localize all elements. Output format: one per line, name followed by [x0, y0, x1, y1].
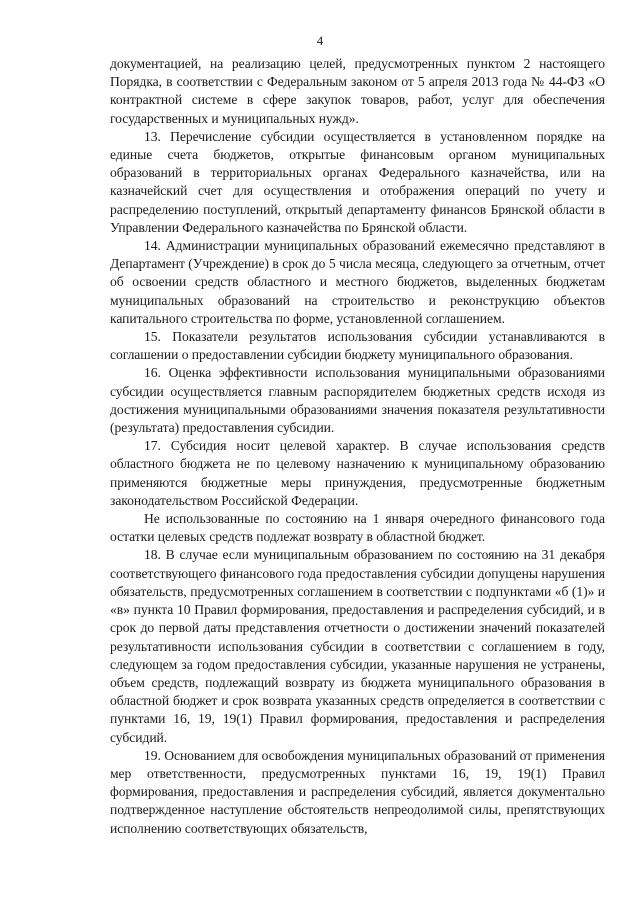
document-body — [110, 55, 605, 838]
paragraph-17-unused-funds: Не использованные по состоянию на 1 января очередного финансового года остатки целевых средств подлежат возврату в областной бюджет. — [110, 511, 605, 545]
paragraph-18: 18. В случае если муниципальным образованием по состоянию на 31 декабря соответствующего финансового года предоставления субсидии допущены нарушения обязательств, предусмотренных соглашением в соответствии с подпунктами «б (1)» и «в» пункта 10 Правил формирования, предоставления и распределения субсидий, и в срок до первой даты представления отчетности о достижении значений показателей результативности использования субсидии в соответствии с соглашением в году, следующем за годом предоставления субсидии, указанные нарушения не устранены, объем средств, подлежащий возврату из бюджета муниципального образования в областной бюджет и срок возврата указанных средств определяется в соответствии с пунктами 16, 19, 19(1) Правил формирования, предоставления и распределения субсидий. — [110, 547, 605, 745]
paragraph-14: 14. Администрации муниципальных образований ежемесячно представляют в Департамент (Учреждение) в срок до 5 числа месяца, следующего за отчетным, отчет об освоении средств областного и местного бюджетов, выделенных бюджетам муниципальных образований на строительство и реконструкцию объектов капитального строительства по форме, установленной соглашением. — [110, 238, 605, 326]
paragraph-continuation: документацией, на реализацию целей, предусмотренных пунктом 2 настоящего Порядка, в соответствии с Федеральным законом от 5 апреля 2013 года № 44-ФЗ «О контрактной системе в сфере закупок товаров, работ, услуг для обеспечения государственных и муниципальных нужд». — [110, 56, 605, 126]
paragraph-15: 15. Показатели результатов использования субсидии устанавливаются в соглашении о предоставлении субсидии бюджету муниципального образования. — [110, 329, 605, 363]
paragraph-16: 16. Оценка эффективности использования муниципальными образованиями субсидии осуществляется главным распорядителем бюджетных средств исходя из достижения муниципальными образованиями значения показателя результативности (результата) предоставления субсидии. — [110, 365, 605, 436]
paragraph-13: 13. Перечисление субсидии осуществляется в установленном порядке на единые счета бюджетов, открытые финансовым органом муниципальных образований в территориальных органах Федерального казначейства, или на казначейский счет для осуществления и отображения операций по учету и распределению поступлений, открытый департаменту финансов Брянской области в Управлении Федерального казначейства по Брянской области. — [110, 128, 605, 235]
page-number: 4 — [316, 33, 324, 48]
paragraph-17: 17. Субсидия носит целевой характер. В случае использования средств областного бюджета не по целевому назначению к муниципальному образованию применяются бюджетные меры принуждения, предусмотренные бюджетным законодательством Российской Федерации. — [110, 438, 605, 508]
paragraph-19: 19. Основанием для освобождения муниципальных образований от применения мер ответственности, предусмотренных пунктами 16, 19, 19(1) Правил формирования, предоставления и распределения субсидий, является документально подтвержденное наступление обстоятельств непреодолимой силы, препятствующих исполнению соответствующих обязательств, — [110, 747, 605, 836]
